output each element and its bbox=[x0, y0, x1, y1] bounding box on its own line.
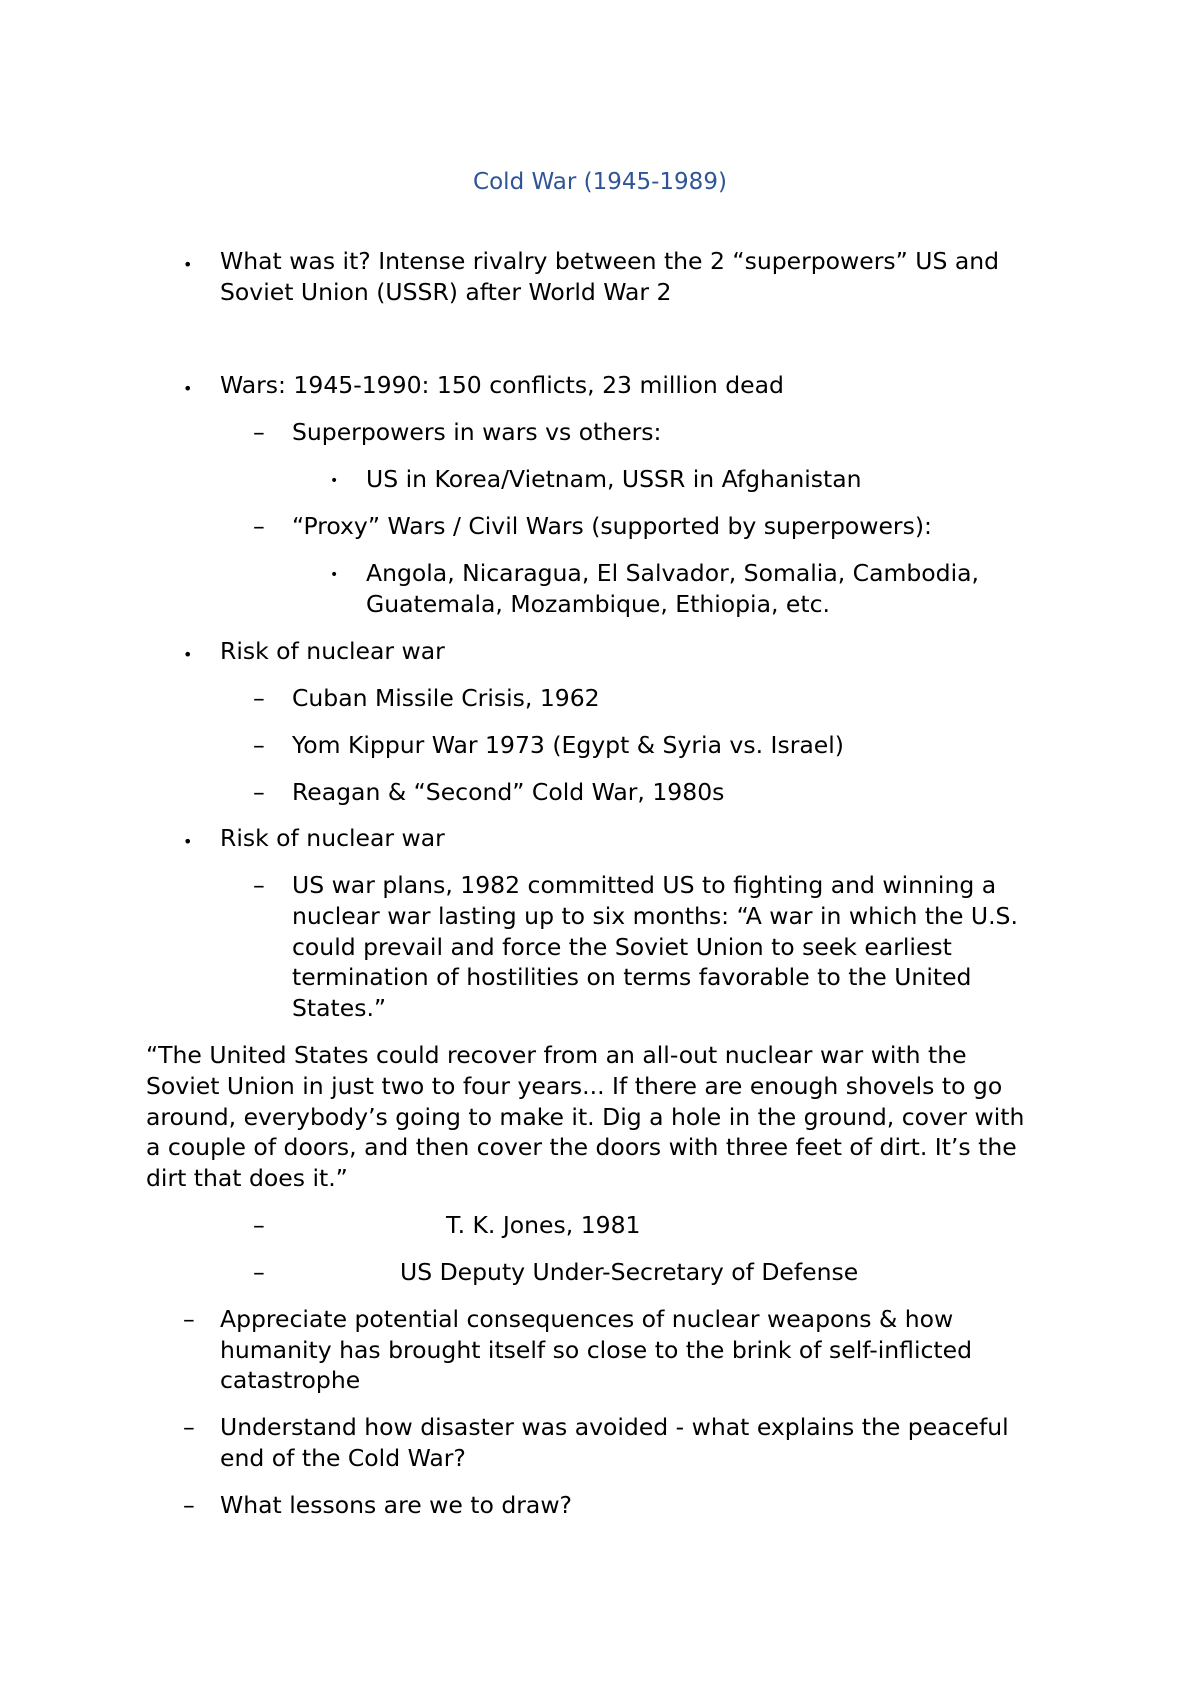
item-1-line-2: Soviet Union (USSR) after World War 2 bbox=[220, 278, 672, 306]
quote-line-5: dirt that does it.” bbox=[146, 1164, 348, 1192]
quote-line-1: “The United States could recover from an all-out nuclear war with the bbox=[146, 1041, 967, 1069]
item-3-sub-1: Cuban Missile Crisis, 1962 bbox=[292, 684, 600, 712]
bullet-icon: • bbox=[330, 567, 339, 583]
quote-line-2: Soviet Union in just two to four years... If there are enough shovels to go bbox=[146, 1072, 1003, 1100]
item-4-sub-1-line-5: States.” bbox=[292, 994, 387, 1022]
bullet-icon: • bbox=[183, 255, 193, 274]
item-3-sub-3: Reagan & “Second” Cold War, 1980s bbox=[292, 778, 725, 806]
item-2-heading: Wars: 1945-1990: 150 conflicts, 23 million dead bbox=[220, 371, 784, 399]
bullet-icon: • bbox=[330, 473, 339, 489]
item-4-sub-1-line-2: nuclear war lasting up to six months: “A war in which the U.S. bbox=[292, 902, 1018, 930]
item-3-heading: Risk of nuclear war bbox=[220, 637, 445, 665]
item-4-sub-1-line-3: could prevail and force the Soviet Union to seek earliest bbox=[292, 933, 952, 961]
dash-icon: – bbox=[253, 778, 265, 806]
document-title: Cold War (1945-1989) bbox=[473, 169, 727, 195]
goal-3-line-1: What lessons are we to draw? bbox=[220, 1491, 573, 1519]
item-4-sub-1-line-4: termination of hostilities on terms favorable to the United bbox=[292, 963, 972, 991]
dash-icon: – bbox=[253, 512, 265, 540]
dash-icon: – bbox=[253, 684, 265, 712]
goal-1-line-1: Appreciate potential consequences of nuclear weapons & how bbox=[220, 1305, 954, 1333]
dash-icon: – bbox=[183, 1491, 195, 1519]
quote-line-3: around, everybody’s going to make it. Dig a hole in the ground, cover with bbox=[146, 1103, 1025, 1131]
attribution-name: T. K. Jones, 1981 bbox=[446, 1211, 641, 1239]
dash-icon: – bbox=[253, 1258, 265, 1286]
item-2-sub-2-detail-1: Angola, Nicaragua, El Salvador, Somalia, Cambodia, bbox=[366, 559, 979, 587]
goal-2-line-1: Understand how disaster was avoided - what explains the peaceful bbox=[220, 1413, 1009, 1441]
goal-2-line-2: end of the Cold War? bbox=[220, 1444, 466, 1472]
quote-line-4: a couple of doors, and then cover the doors with three feet of dirt. It’s the bbox=[146, 1133, 1017, 1161]
dash-icon: – bbox=[253, 731, 265, 759]
item-4-heading: Risk of nuclear war bbox=[220, 824, 445, 852]
goal-1-line-2: humanity has brought itself so close to the brink of self-inflicted bbox=[220, 1336, 972, 1364]
dash-icon: – bbox=[183, 1305, 195, 1333]
attribution-role: US Deputy Under-Secretary of Defense bbox=[400, 1258, 859, 1286]
item-2-sub-1-detail: US in Korea/Vietnam, USSR in Afghanistan bbox=[366, 465, 862, 493]
dash-icon: – bbox=[253, 418, 265, 446]
dash-icon: – bbox=[253, 871, 265, 899]
dash-icon: – bbox=[253, 1211, 265, 1239]
item-3-sub-2: Yom Kippur War 1973 (Egypt & Syria vs. Israel) bbox=[292, 731, 844, 759]
item-4-sub-1-line-1: US war plans, 1982 committed US to fighting and winning a bbox=[292, 871, 997, 899]
item-2-sub-2-detail-2: Guatemala, Mozambique, Ethiopia, etc. bbox=[366, 590, 830, 618]
bullet-icon: • bbox=[183, 379, 193, 398]
dash-icon: – bbox=[183, 1413, 195, 1441]
item-1-line-1: What was it? Intense rivalry between the 2 “superpowers” US and bbox=[220, 247, 1000, 275]
goal-1-line-3: catastrophe bbox=[220, 1366, 361, 1394]
bullet-icon: • bbox=[183, 645, 193, 664]
item-2-sub-2: “Proxy” Wars / Civil Wars (supported by superpowers): bbox=[292, 512, 932, 540]
item-2-sub-1: Superpowers in wars vs others: bbox=[292, 418, 662, 446]
bullet-icon: • bbox=[183, 832, 193, 851]
